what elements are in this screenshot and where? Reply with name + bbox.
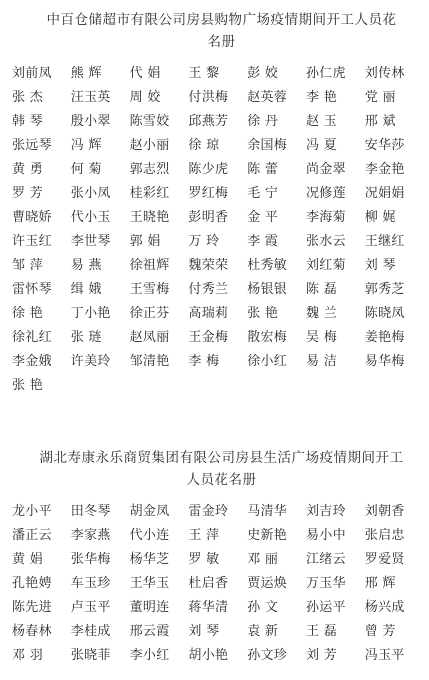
name-cell: 江绪云 <box>305 551 346 567</box>
name-cell: 赵英蓉 <box>247 89 288 105</box>
name-cell: 贾运焕 <box>247 575 288 591</box>
name-cell: 张 艳 <box>247 305 279 321</box>
name-cell: 田冬琴 <box>70 503 111 519</box>
name-cell: 邱燕芳 <box>188 113 229 129</box>
name-row <box>12 107 424 131</box>
name-cell: 柳 娓 <box>364 209 396 225</box>
name-cell: 郭志烈 <box>129 161 170 177</box>
name-cell: 刘传林 <box>364 65 405 81</box>
name-cell: 李金娥 <box>12 353 52 369</box>
name-cell: 徐祖辉 <box>129 257 170 273</box>
name-cell: 王 磊 <box>305 623 338 639</box>
name-cell: 罗爱贤 <box>364 551 405 567</box>
name-cell: 李世琴 <box>70 233 111 249</box>
name-cell: 陈雪姣 <box>129 113 170 129</box>
name-row <box>12 371 424 395</box>
name-cell: 董明连 <box>129 599 170 615</box>
name-cell: 金 平 <box>247 209 279 225</box>
name-cell: 安华莎 <box>364 137 405 153</box>
name-row <box>12 251 424 275</box>
name-row <box>12 203 424 227</box>
name-cell: 代小玉 <box>70 209 111 225</box>
roster-grid-1 <box>12 59 424 395</box>
roster-section-2 <box>0 447 429 665</box>
name-cell: 万玉华 <box>305 575 346 591</box>
name-cell: 徐小红 <box>247 353 288 369</box>
name-cell: 李海菊 <box>305 209 346 225</box>
name-cell: 付秀兰 <box>188 281 229 297</box>
name-cell: 代小连 <box>129 527 170 543</box>
name-cell: 王华玉 <box>129 575 170 591</box>
name-cell: 罗红梅 <box>188 185 229 201</box>
name-row <box>12 155 424 179</box>
name-cell: 易华梅 <box>364 353 405 369</box>
name-cell: 汪玉英 <box>70 89 111 105</box>
name-cell: 杨银银 <box>247 281 288 297</box>
name-cell: 胡小艳 <box>188 647 229 663</box>
name-cell: 姜艳梅 <box>364 329 405 345</box>
name-cell: 邓 丽 <box>247 551 279 567</box>
name-cell: 张晓菲 <box>70 647 111 663</box>
name-cell: 魏 兰 <box>305 305 338 321</box>
name-cell: 陈 蕾 <box>247 161 279 177</box>
name-cell: 党 丽 <box>364 89 396 105</box>
name-cell: 李家燕 <box>70 527 111 543</box>
name-cell: 尚金翠 <box>305 161 346 177</box>
roster-section-1 <box>0 9 429 395</box>
name-cell: 王雪梅 <box>129 281 170 297</box>
name-cell: 曹晓娇 <box>12 209 52 225</box>
name-cell: 刘 芳 <box>305 647 338 663</box>
name-cell: 杨兴成 <box>364 599 405 615</box>
name-cell: 郭秀芝 <box>364 281 405 297</box>
name-cell: 徐 丹 <box>247 113 279 129</box>
name-cell: 张 艳 <box>12 377 44 393</box>
name-cell: 赵 玉 <box>305 113 338 129</box>
name-cell: 吴 梅 <box>305 329 338 345</box>
name-cell: 张 杰 <box>12 89 44 105</box>
name-cell: 何 菊 <box>70 161 102 177</box>
name-cell: 缉 娥 <box>70 281 102 297</box>
name-cell: 散宏梅 <box>247 329 288 345</box>
name-cell: 徐正芬 <box>129 305 170 321</box>
name-cell: 万 玲 <box>188 233 220 249</box>
name-cell: 高瑞莉 <box>188 305 229 321</box>
name-cell: 赵凤丽 <box>129 329 170 345</box>
name-cell: 易 洁 <box>305 353 338 369</box>
name-row <box>12 131 424 155</box>
name-cell: 许美玲 <box>70 353 111 369</box>
name-cell: 冯玉平 <box>364 647 405 663</box>
name-cell: 冯 夏 <box>305 137 338 153</box>
name-row <box>12 275 424 299</box>
name-cell: 冯 辉 <box>70 137 102 153</box>
name-row <box>12 617 424 641</box>
name-cell: 殷小翠 <box>70 113 111 129</box>
name-cell: 李小红 <box>129 647 170 663</box>
name-cell: 王继红 <box>364 233 405 249</box>
name-cell: 胡金凤 <box>129 503 170 519</box>
name-cell: 刘 琴 <box>188 623 220 639</box>
name-row <box>12 347 424 371</box>
name-cell: 徐礼红 <box>12 329 52 345</box>
name-cell: 毛 宁 <box>247 185 279 201</box>
name-cell: 代 娟 <box>129 65 161 81</box>
name-cell: 许玉红 <box>12 233 52 249</box>
name-row <box>12 83 424 107</box>
name-cell: 余国梅 <box>247 137 288 153</box>
roster-grid-2 <box>12 497 424 665</box>
name-cell: 史新艳 <box>247 527 288 543</box>
name-cell: 张小凤 <box>70 185 111 201</box>
name-cell: 杨春林 <box>12 623 52 639</box>
name-cell: 马清华 <box>247 503 288 519</box>
name-cell: 陈少虎 <box>188 161 229 177</box>
name-cell: 徐 艳 <box>12 305 44 321</box>
name-cell: 邢云霞 <box>129 623 170 639</box>
name-row <box>12 569 424 593</box>
name-cell: 雷怀琴 <box>12 281 52 297</box>
name-cell: 杜启香 <box>188 575 229 591</box>
name-row <box>12 545 424 569</box>
name-cell: 魏荣荣 <box>188 257 229 273</box>
name-cell: 李 艳 <box>305 89 338 105</box>
name-cell: 况娟娟 <box>364 185 405 201</box>
name-cell: 刘吉玲 <box>305 503 346 519</box>
name-cell: 王金梅 <box>188 329 229 345</box>
name-cell: 丁小艳 <box>70 305 111 321</box>
name-cell: 李金艳 <box>364 161 405 177</box>
name-cell: 卢玉平 <box>70 599 111 615</box>
name-cell: 孙文珍 <box>247 647 288 663</box>
name-cell: 刘 琴 <box>364 257 396 273</box>
name-cell: 孔艳娉 <box>12 575 52 591</box>
name-cell: 李 霞 <box>247 233 279 249</box>
name-row <box>12 227 424 251</box>
name-cell: 熊 辉 <box>70 65 102 81</box>
name-cell: 邹清艳 <box>129 353 170 369</box>
roster-title-1: 中百仓储超市有限公司房县购物广场疫情期间开工人员花名册 <box>46 12 397 50</box>
name-cell: 张华梅 <box>70 551 111 567</box>
name-cell: 曾 芳 <box>364 623 396 639</box>
name-cell: 陈晓凤 <box>364 305 405 321</box>
name-cell: 韩 琴 <box>12 113 44 129</box>
name-cell: 彭 姣 <box>247 65 279 81</box>
name-cell: 陈先进 <box>12 599 52 615</box>
name-cell: 易 燕 <box>70 257 102 273</box>
name-cell: 邢 辉 <box>364 575 396 591</box>
name-cell: 李 梅 <box>188 353 220 369</box>
name-cell: 王 黎 <box>188 65 220 81</box>
roster-title-2: 湖北寿康永乐商贸集团有限公司房县生活广场疫情期间开工人员花名册 <box>39 450 404 488</box>
name-cell: 周 姣 <box>129 89 161 105</box>
name-cell: 王晓艳 <box>129 209 170 225</box>
name-cell: 易小中 <box>305 527 346 543</box>
name-cell: 王 萍 <box>188 527 220 543</box>
name-row <box>12 59 424 83</box>
name-cell: 况修莲 <box>305 185 346 201</box>
name-cell: 罗 芳 <box>12 185 44 201</box>
name-row <box>12 521 424 545</box>
name-row <box>12 593 424 617</box>
name-cell: 邹 萍 <box>12 257 44 273</box>
name-cell: 赵小丽 <box>129 137 170 153</box>
name-row <box>12 323 424 347</box>
name-cell: 李桂成 <box>70 623 111 639</box>
name-cell: 黄 勇 <box>12 161 44 177</box>
name-cell: 张启忠 <box>364 527 405 543</box>
name-cell: 龙小平 <box>12 503 52 519</box>
name-cell: 刘红菊 <box>305 257 346 273</box>
name-cell: 张 琏 <box>70 329 102 345</box>
name-cell: 徐 琼 <box>188 137 220 153</box>
name-cell: 刘朝香 <box>364 503 405 519</box>
name-row <box>12 299 424 323</box>
name-cell: 付洪梅 <box>188 89 229 105</box>
name-cell: 车玉珍 <box>70 575 111 591</box>
name-cell: 孙运平 <box>305 599 346 615</box>
name-cell: 袁 新 <box>247 623 279 639</box>
name-cell: 孙仁虎 <box>305 65 346 81</box>
name-cell: 桂彩红 <box>129 185 170 201</box>
name-cell: 黄 娟 <box>12 551 44 567</box>
name-cell: 刘前凤 <box>12 65 52 81</box>
name-cell: 郭 娟 <box>129 233 161 249</box>
name-cell: 邢 斌 <box>364 113 396 129</box>
name-cell: 罗 敏 <box>188 551 220 567</box>
name-cell: 张水云 <box>305 233 346 249</box>
name-cell: 孙 文 <box>247 599 279 615</box>
name-row <box>12 179 424 203</box>
name-cell: 张远琴 <box>12 137 52 153</box>
name-cell: 杜秀敏 <box>247 257 288 273</box>
name-row <box>12 641 424 665</box>
name-cell: 潘正云 <box>12 527 52 543</box>
name-cell: 彭明香 <box>188 209 229 225</box>
name-cell: 蒋华清 <box>188 599 229 615</box>
name-cell: 邓 羽 <box>12 647 44 663</box>
name-cell: 雷金玲 <box>188 503 229 519</box>
name-row <box>12 497 424 521</box>
name-cell: 陈 磊 <box>305 281 338 297</box>
name-cell: 杨华芝 <box>129 551 170 567</box>
